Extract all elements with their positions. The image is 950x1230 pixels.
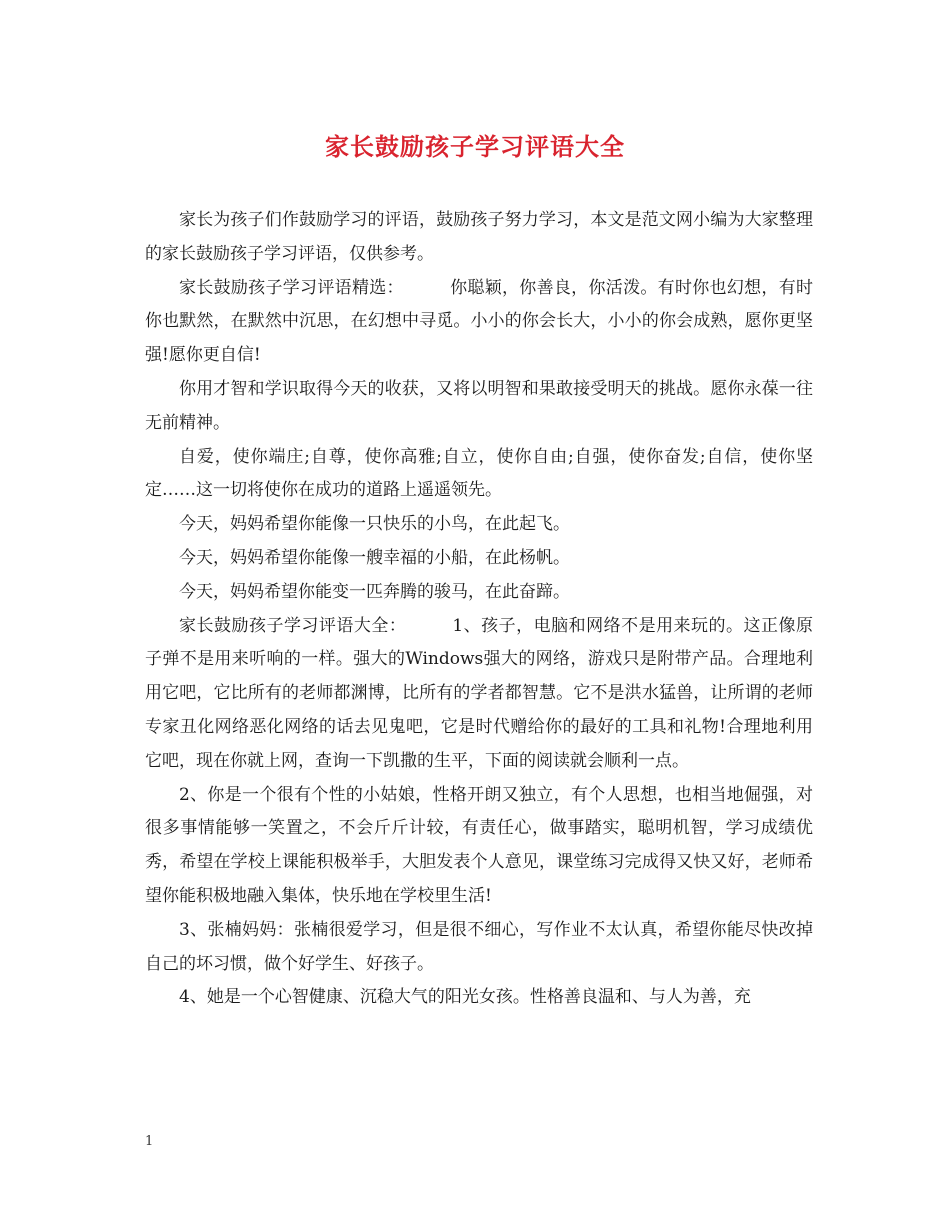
- paragraph-selected-comments: [145, 272, 813, 373]
- paragraph-comment: [145, 542, 813, 576]
- paragraph-comment: [145, 441, 813, 509]
- paragraph-lead: 家长鼓励孩子学习评语大全：: [179, 615, 407, 636]
- paragraph-text: 4、她是一个心智健康、沉稳大气的阳光女孩。性格善良温和、与人为善，充: [179, 987, 751, 1008]
- paragraph-text: 3、张楠妈妈：张楠很爱学习，但是很不细心，写作业不太认真，希望你能尽快改掉自己的坏习惯，做个好学生、好孩子。: [145, 919, 813, 974]
- paragraph-text: 你聪颖，你善良，你活泼。有时你也幻想，有时你也默然，在默然中沉思，在幻想中寻觅。小小的你会长大，小小的你会成熟，愿你更坚强!愿你更自信!: [145, 277, 814, 366]
- paragraph-text: 家长为孩子们作鼓励学习的评语，鼓励孩子努力学习，本文是范文网小编为大家整理的家长鼓励孩子学习评语，仅供参考。: [145, 210, 813, 264]
- paragraph-text: 今天，妈妈希望你能像一艘幸福的小船，在此杨帆。: [179, 547, 570, 568]
- paragraph-comment: [145, 981, 813, 1015]
- paragraph-text: 今天，妈妈希望你能变一匹奔腾的骏马，在此奋蹄。: [179, 581, 570, 602]
- paragraph-text: 你用才智和学识取得今天的收获，又将以明智和果敢接受明天的挑战。愿你永葆一往无前精神。: [145, 378, 813, 433]
- paragraph-intro: [145, 204, 813, 272]
- document-body: [145, 204, 813, 1015]
- paragraph-lead: 家长鼓励孩子学习评语精选：: [179, 277, 404, 298]
- paragraph-comment: [145, 914, 813, 982]
- paragraph-comment: [145, 508, 813, 542]
- paragraph-text: 2、你是一个很有个性的小姑娘，性格开朗又独立，有个人思想，也相当地倔强，对很多事情能够一笑置之，不会斤斤计较，有责任心，做事踏实，聪明机智，学习成绩优秀，希望在学校上课能积极举手，大胆发表个人意见，课堂练习完成得又快又好，老师希望你能积极地融入集体，快乐地在学校里生活!: [145, 784, 813, 906]
- page-number: 1: [145, 1134, 154, 1149]
- paragraph-comment: [145, 779, 813, 914]
- paragraph-text: 1、孩子，电脑和网络不是用来玩的。这正像原子弹不是用来听响的一样。强大的Windows强大的网络，游戏只是附带产品。合理地利用它吧，它比所有的老师都渊博，比所有的学者都智慧。它不是洪水猛兽，让所谓的老师专家丑化网络恶化网络的话去见鬼吧，它是时代赠给你的最好的工具和礼物!合理地利用它吧，现在你就上网，查询一下凯撒的生平，下面的阅读就会顺利一点。: [145, 615, 813, 771]
- paragraph-text: 自爱，使你端庄;自尊，使你高雅;自立，使你自由;自强，使你奋发;自信，使你坚定……这一切将使你在成功的道路上遥遥领先。: [145, 446, 813, 501]
- paragraph-comment: [145, 576, 813, 610]
- document-title: 家长鼓励孩子学习评语大全: [325, 132, 625, 161]
- paragraph-full-comments: [145, 610, 813, 779]
- paragraph-text: 今天，妈妈希望你能像一只快乐的小鸟，在此起飞。: [179, 514, 570, 535]
- paragraph-comment: [145, 373, 813, 441]
